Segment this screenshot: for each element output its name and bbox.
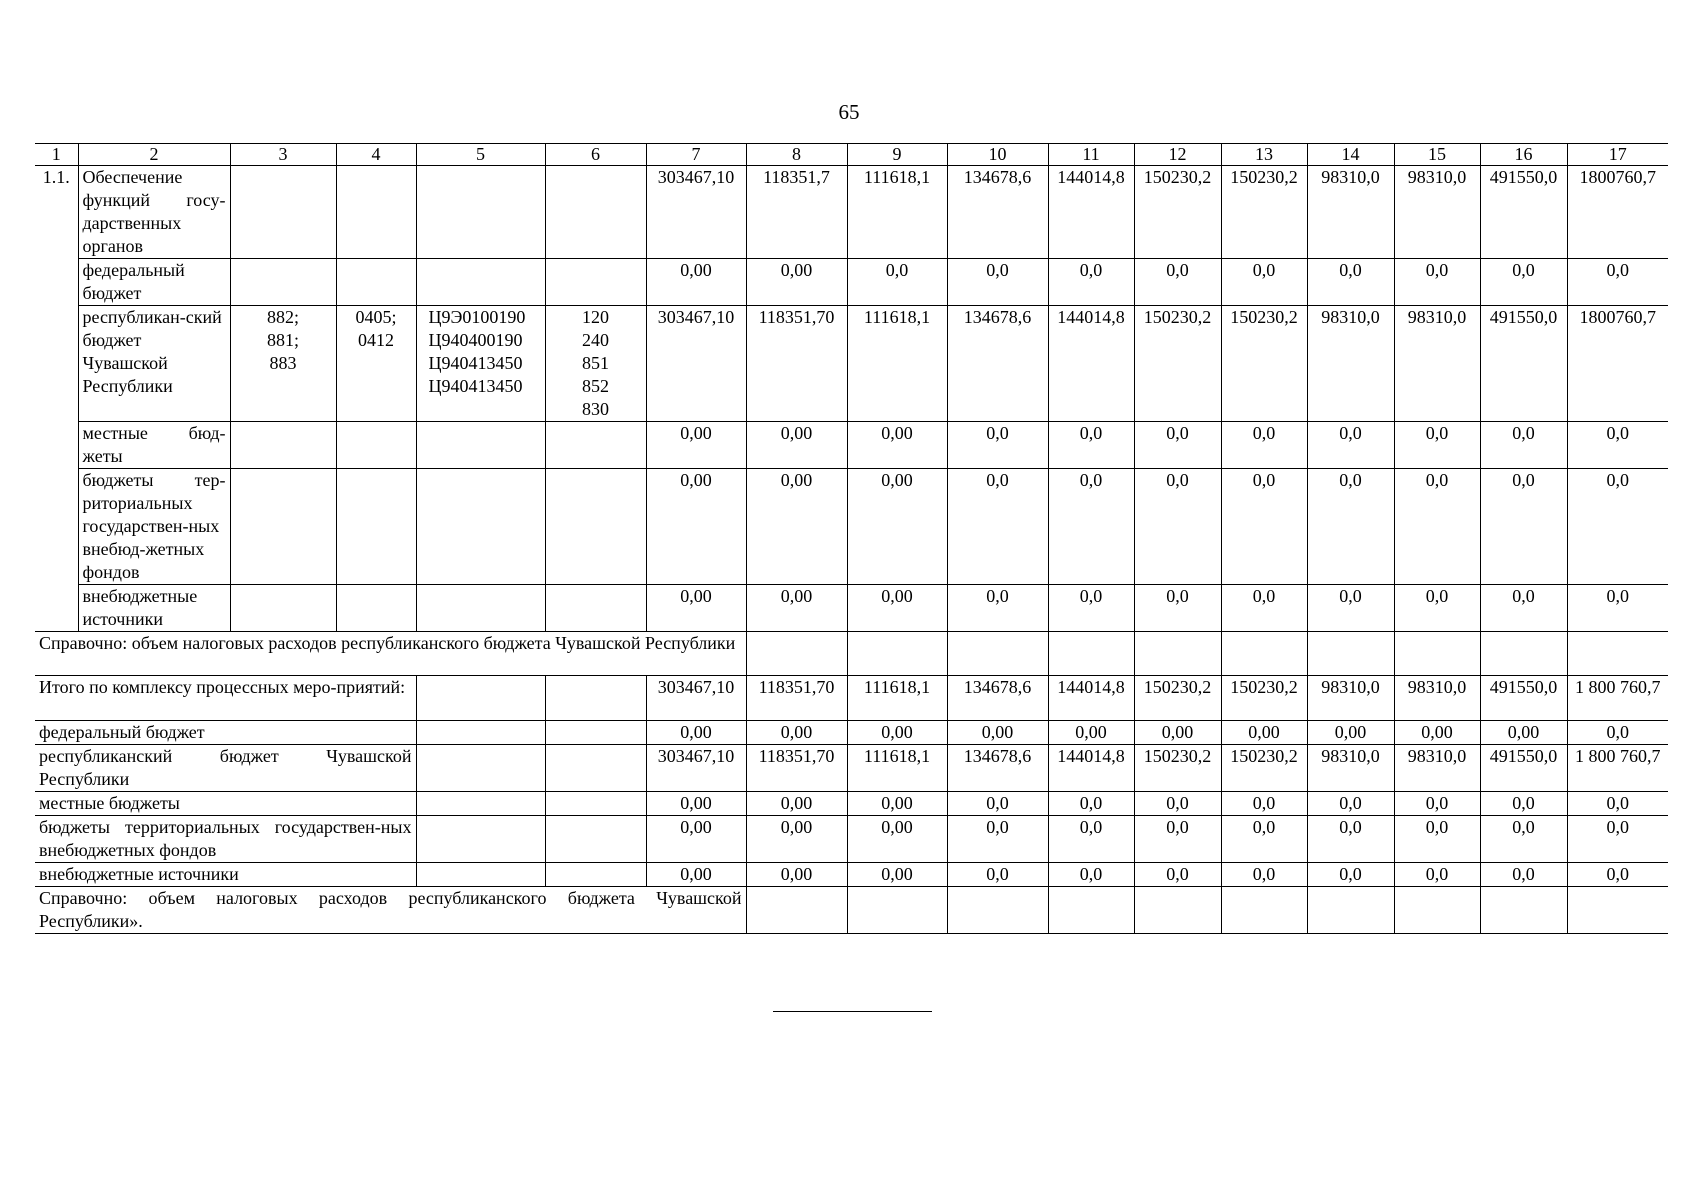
value-cell: 144014,8 [1048,745,1134,792]
total-row [35,792,1668,816]
value-cell: 0,00 [1221,721,1307,745]
value-cell: 0,0 [1134,816,1221,863]
value-cell: 150230,2 [1221,745,1307,792]
empty-cell [416,792,545,816]
value-cell: 150230,2 [1134,676,1221,721]
value-cell: 0,0 [1480,585,1567,632]
value-cell: 111618,1 [847,676,947,721]
value-cell: 303467,10 [646,166,746,259]
column-header: 10 [947,144,1048,166]
value-cell: 150230,2 [1134,306,1221,422]
value-cell: 98310,0 [1307,166,1394,259]
code-cell [545,422,646,469]
value-cell: 491550,0 [1480,166,1567,259]
total-label: внебюджетные источники [35,863,416,887]
total-label: Итого по комплексу процессных меро-приятий: [35,676,416,721]
table-row [35,259,1668,306]
value-cell: 0,00 [1048,721,1134,745]
column-header-row [35,144,1668,166]
value-cell: 0,0 [1048,422,1134,469]
value-cell: 134678,6 [947,676,1048,721]
empty-cell [1134,887,1221,934]
value-cell: 0,0 [1307,863,1394,887]
value-cell: 98310,0 [1394,745,1480,792]
value-cell: 0,00 [847,422,947,469]
value-cell: 0,00 [847,585,947,632]
empty-cell [947,887,1048,934]
value-cell: 491550,0 [1480,745,1567,792]
value-cell: 0,00 [646,792,746,816]
value-cell: 0,00 [1134,721,1221,745]
value-cell: 0,0 [1134,792,1221,816]
value-cell: 0,0 [1307,816,1394,863]
code-cell: 0405; 0412 [336,306,416,422]
code-cell [545,585,646,632]
value-cell: 0,00 [1307,721,1394,745]
empty-cell [416,863,545,887]
reference-row [35,887,1668,934]
code-cell [230,422,336,469]
value-cell: 0,00 [947,721,1048,745]
code-cell [336,469,416,585]
value-cell: 303467,10 [646,745,746,792]
code-cell [336,422,416,469]
value-cell: 0,00 [646,422,746,469]
value-cell: 0,00 [746,259,847,306]
empty-cell [1307,887,1394,934]
value-cell: 0,0 [1394,792,1480,816]
value-cell: 0,0 [1048,469,1134,585]
value-cell: 0,0 [1394,863,1480,887]
total-label: бюджеты территориальных государствен-ных внебюджетных фондов [35,816,416,863]
total-label: местные бюджеты [35,792,416,816]
value-cell: 0,0 [1307,259,1394,306]
value-cell: 303467,10 [646,676,746,721]
empty-cell [1134,632,1221,676]
row-label: бюджеты тер-риториальных государствен-ных внебюд-жетных фондов [78,469,230,585]
value-cell: 0,0 [1307,792,1394,816]
value-cell: 1 800 760,7 [1567,676,1668,721]
empty-cell [1048,632,1134,676]
column-header: 5 [416,144,545,166]
column-header: 12 [1134,144,1221,166]
value-cell: 0,0 [1134,422,1221,469]
code-cell: 882; 881; 883 [230,306,336,422]
value-cell: 0,00 [646,863,746,887]
empty-cell [545,863,646,887]
value-cell: 98310,0 [1307,676,1394,721]
value-cell: 98310,0 [1307,306,1394,422]
value-cell: 98310,0 [1307,745,1394,792]
empty-cell [1221,887,1307,934]
value-cell: 0,0 [1567,863,1668,887]
row-label: республикан-ский бюджет Чувашской Республики [78,306,230,422]
value-cell: 0,0 [947,469,1048,585]
row-number: 1.1. [35,166,78,632]
code-cell [416,166,545,259]
table-row [35,166,1668,259]
value-cell: 0,00 [746,721,847,745]
value-cell: 0,0 [1394,422,1480,469]
value-cell: 118351,70 [746,676,847,721]
value-cell: 0,0 [1480,422,1567,469]
code-cell: 120 240 851 852 830 [545,306,646,422]
empty-cell [545,792,646,816]
empty-cell [545,676,646,721]
column-header: 6 [545,144,646,166]
column-header: 7 [646,144,746,166]
value-cell: 0,0 [1567,259,1668,306]
budget-table [35,143,1668,934]
column-header: 15 [1394,144,1480,166]
value-cell: 0,0 [947,792,1048,816]
value-cell: 111618,1 [847,745,947,792]
value-cell: 0,0 [1480,259,1567,306]
value-cell: 0,0 [1567,422,1668,469]
total-row [35,745,1668,792]
column-header: 14 [1307,144,1394,166]
reference-row [35,632,1668,676]
code-cell [545,259,646,306]
value-cell: 144014,8 [1048,676,1134,721]
value-cell: 0,0 [1480,863,1567,887]
total-row [35,721,1668,745]
empty-cell [1567,887,1668,934]
value-cell: 0,00 [847,792,947,816]
value-cell: 0,00 [646,721,746,745]
code-cell [416,259,545,306]
value-cell: 0,0 [1048,863,1134,887]
code-cell [230,585,336,632]
value-cell: 111618,1 [847,166,947,259]
value-cell: 144014,8 [1048,306,1134,422]
empty-cell [545,721,646,745]
code-cell [336,585,416,632]
empty-cell [1480,887,1567,934]
empty-cell [416,721,545,745]
value-cell: 0,0 [1048,792,1134,816]
value-cell: 0,0 [947,585,1048,632]
value-cell: 0,0 [1221,792,1307,816]
value-cell: 98310,0 [1394,166,1480,259]
value-cell: 144014,8 [1048,166,1134,259]
value-cell: 0,0 [1048,259,1134,306]
value-cell: 150230,2 [1221,166,1307,259]
empty-cell [847,887,947,934]
value-cell: 0,00 [847,863,947,887]
empty-cell [416,816,545,863]
value-cell: 0,0 [1221,816,1307,863]
value-cell: 1800760,7 [1567,166,1668,259]
value-cell: 0,0 [1134,469,1221,585]
row-label: местные бюд-жеты [78,422,230,469]
value-cell: 0,00 [746,863,847,887]
empty-cell [947,632,1048,676]
value-cell: 0,0 [1134,585,1221,632]
value-cell: 98310,0 [1394,676,1480,721]
value-cell: 0,0 [947,259,1048,306]
value-cell: 111618,1 [847,306,947,422]
value-cell: 134678,6 [947,745,1048,792]
value-cell: 1 800 760,7 [1567,745,1668,792]
code-cell [336,259,416,306]
value-cell: 1800760,7 [1567,306,1668,422]
value-cell: 150230,2 [1134,745,1221,792]
column-header: 17 [1567,144,1668,166]
empty-cell [1567,632,1668,676]
table-row [35,306,1668,422]
code-cell [545,469,646,585]
value-cell: 98310,0 [1394,306,1480,422]
value-cell: 0,00 [1394,721,1480,745]
value-cell: 0,00 [746,792,847,816]
column-header: 8 [746,144,847,166]
value-cell: 0,00 [646,585,746,632]
table-row [35,422,1668,469]
value-cell: 118351,7 [746,166,847,259]
total-label: федеральный бюджет [35,721,416,745]
value-cell: 0,0 [1048,816,1134,863]
value-cell: 0,00 [847,721,947,745]
reference-note: Справочно: объем налоговых расходов республиканского бюджета Чувашской Республики». [35,887,746,934]
value-cell: 0,00 [646,816,746,863]
value-cell: 0,0 [1394,585,1480,632]
value-cell: 303467,10 [646,306,746,422]
value-cell: 0,0 [1048,585,1134,632]
total-label: республиканский бюджет Чувашской Республики [35,745,416,792]
total-row [35,816,1668,863]
empty-cell [1048,887,1134,934]
value-cell: 0,0 [1134,259,1221,306]
empty-cell [416,676,545,721]
value-cell: 0,0 [1221,259,1307,306]
closing-rule [773,1011,932,1012]
table-row [35,469,1668,585]
code-cell [230,469,336,585]
empty-cell [545,745,646,792]
table-row [35,585,1668,632]
code-cell: Ц9Э0100190 Ц940400190 Ц940413450 Ц940413450 [416,306,545,422]
column-header: 4 [336,144,416,166]
column-header: 9 [847,144,947,166]
code-cell [545,166,646,259]
value-cell: 0,0 [1394,816,1480,863]
code-cell [416,469,545,585]
row-label: Обеспечение функций госу-дарственных органов [78,166,230,259]
value-cell: 0,0 [1221,422,1307,469]
value-cell: 0,0 [1480,469,1567,585]
value-cell: 118351,70 [746,306,847,422]
row-label: внебюджетные источники [78,585,230,632]
column-header: 13 [1221,144,1307,166]
total-row [35,676,1668,721]
column-header: 16 [1480,144,1567,166]
empty-cell [545,816,646,863]
empty-cell [1221,632,1307,676]
value-cell: 0,0 [947,863,1048,887]
code-cell [230,259,336,306]
value-cell: 0,00 [746,585,847,632]
value-cell: 0,00 [847,816,947,863]
column-header: 11 [1048,144,1134,166]
value-cell: 0,0 [1567,585,1668,632]
column-header: 3 [230,144,336,166]
value-cell: 150230,2 [1221,676,1307,721]
value-cell: 0,0 [1221,469,1307,585]
value-cell: 0,0 [1567,721,1668,745]
value-cell: 0,0 [1480,816,1567,863]
total-row [35,863,1668,887]
value-cell: 0,00 [847,469,947,585]
value-cell: 0,0 [947,422,1048,469]
value-cell: 0,00 [746,816,847,863]
value-cell: 0,0 [1307,585,1394,632]
value-cell: 0,0 [1567,469,1668,585]
value-cell: 0,00 [1480,721,1567,745]
empty-cell [746,887,847,934]
table-body [35,144,1668,934]
value-cell: 491550,0 [1480,676,1567,721]
code-cell [416,422,545,469]
value-cell: 0,00 [646,469,746,585]
value-cell: 0,0 [1134,863,1221,887]
value-cell: 0,0 [1221,585,1307,632]
code-cell [230,166,336,259]
value-cell: 0,0 [1307,422,1394,469]
value-cell: 0,0 [1567,792,1668,816]
row-label: федеральный бюджет [78,259,230,306]
empty-cell [1394,887,1480,934]
value-cell: 150230,2 [1221,306,1307,422]
column-header: 2 [78,144,230,166]
value-cell: 491550,0 [1480,306,1567,422]
empty-cell [1480,632,1567,676]
value-cell: 0,0 [1567,816,1668,863]
value-cell: 118351,70 [746,745,847,792]
empty-cell [416,745,545,792]
value-cell: 0,0 [1394,259,1480,306]
value-cell: 0,0 [1480,792,1567,816]
code-cell [416,585,545,632]
value-cell: 0,0 [1221,863,1307,887]
value-cell: 0,00 [646,259,746,306]
value-cell: 0,0 [947,816,1048,863]
code-cell [336,166,416,259]
value-cell: 134678,6 [947,306,1048,422]
empty-cell [1394,632,1480,676]
value-cell: 0,0 [1394,469,1480,585]
empty-cell [746,632,847,676]
value-cell: 0,0 [847,259,947,306]
value-cell: 0,00 [746,469,847,585]
empty-cell [847,632,947,676]
value-cell: 0,00 [746,422,847,469]
column-header: 1 [35,144,78,166]
value-cell: 150230,2 [1134,166,1221,259]
value-cell: 134678,6 [947,166,1048,259]
value-cell: 0,0 [1307,469,1394,585]
empty-cell [1307,632,1394,676]
page-number: 65 [838,100,860,124]
reference-note: Справочно: объем налоговых расходов республиканского бюджета Чувашской Республики [35,632,746,676]
